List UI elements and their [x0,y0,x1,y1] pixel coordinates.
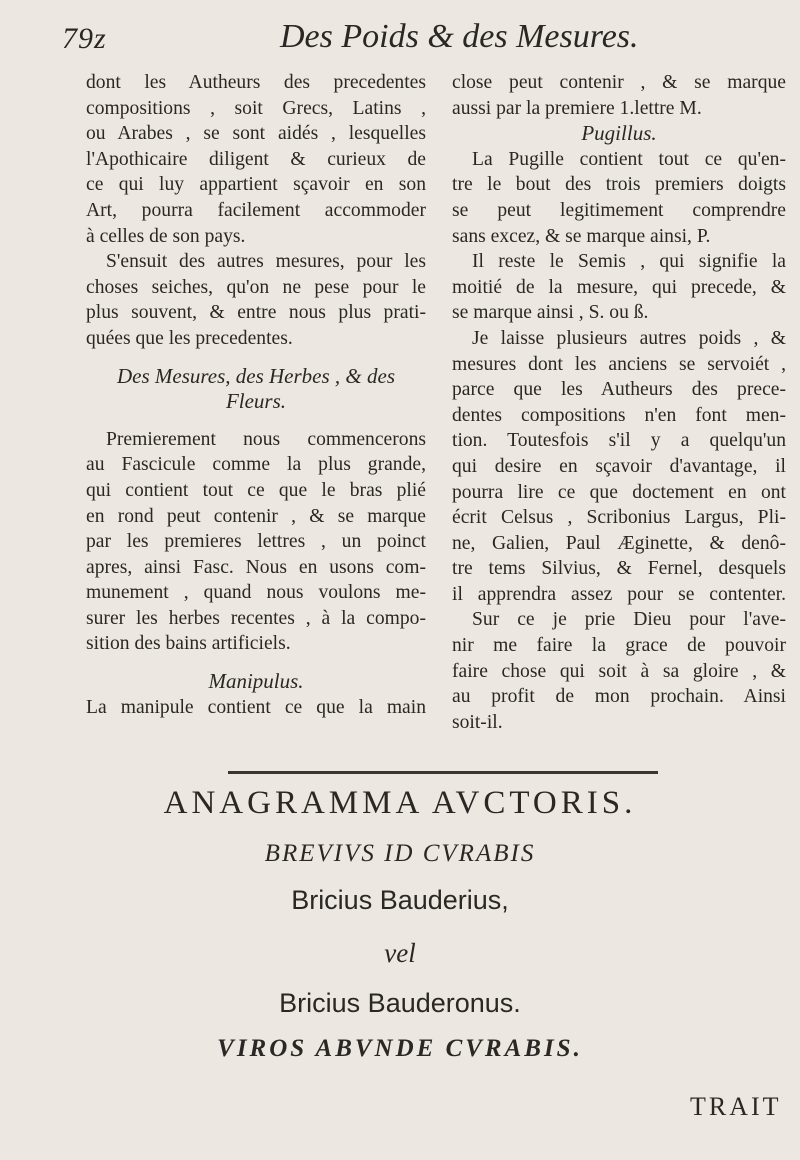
anagram-connector: vel [384,938,416,968]
text-line: tre le bout des trois premiers doigts [452,174,786,196]
text-line: pourra lire ce que doctement en ont [452,481,786,503]
section-heading: Des Mesures, des Herbes , & des [116,363,395,388]
text-line: tre tems Silvius, & Fernel, desquels [452,558,786,580]
text-line: dentes compositions n'en font men- [452,404,786,426]
text-line: se marque ainsi , S. ou ß. [452,302,649,324]
text-line: Il reste le Semis , qui signifie la [472,251,786,273]
text-line: close peut contenir , & se marque [452,72,786,93]
text-line: dont les Autheurs des precedentes [86,72,426,93]
text-line: ne, Galien, Paul Æginette, & denô- [452,532,786,554]
spacer [86,415,426,427]
text-line: se peut legitimement comprendre [452,199,786,221]
page-number: 79z [62,22,107,55]
text-line: Art, pourra facilement accommoder [86,199,426,221]
text-line: faire chose qui soit à sa gloire , & [452,660,786,682]
left-column [86,70,426,720]
anagram-motto: BREVIVS ID CVRABIS [264,840,536,867]
text-line: sans excez, & se marque ainsi, P. [452,225,711,247]
text-line: sition des bains artificiels. [86,633,291,655]
section-heading: Pugillus. [581,121,657,146]
text-line: quées que les precedentes. [86,327,293,349]
text-line: par les premieres lettres , un poinct [86,531,426,553]
text-line: plus souvent, & entre nous plus prati- [86,302,426,324]
text-line: La Pugille contient tout ce qu'en- [472,148,786,170]
text-line: Sur ce je prie Dieu pour l'ave- [472,609,786,631]
text-line: surer les herbes recentes , à la compo- [86,607,426,629]
text-line: aussi par la premiere 1.lettre M. [452,97,702,119]
spacer [86,352,426,364]
text-line: qui desire en sçavoir d'avantage, il [452,455,786,477]
text-line: soit-il. [452,711,503,733]
text-line: moitié de la mesure, qui precede, & [452,276,786,298]
section-heading: Manipulus. [208,669,304,694]
text-line: apres, ainsi Fasc. Nous en usons com- [86,556,426,578]
text-line: en rond peut contenir , & se marque [86,505,426,527]
section-heading: Fleurs. [225,389,287,414]
text-line: qui contient tout ce que le bras plié [86,479,426,501]
text-line: nir me faire la grace de pouvoir [452,635,786,657]
author-name-alt: Bricius Bauderonus. [279,988,521,1018]
text-line: au Fascicule comme la plus grande, [86,454,426,476]
text-line: S'ensuit des autres mesures, pour les [106,251,426,273]
text-line: ce qui luy appartient sçavoir en son [86,174,426,196]
anagram-motto-alt: VIROS ABVNDE CVRABIS. [217,1035,583,1062]
text-line: compositions , soit Grecs, Latins , [86,97,426,119]
section-divider [228,771,658,774]
text-line: La manipule contient ce que la main [86,696,426,718]
catchword: TRAIT [690,1092,782,1121]
right-column [452,70,786,735]
text-line: tion. Toutesfois s'il y a quelqu'un [452,430,786,452]
page-header [62,18,770,68]
text-line: parce que les Autheurs des prece- [452,379,786,401]
running-title: Des Poids & des Mesures. [280,18,639,55]
text-line: mesures dont les anciens se servoiét , [452,353,786,375]
text-line: ou Arabes , se sont aidés , lesquelles [86,123,426,145]
text-line: choses seiches, qu'on ne pese pour le [86,276,426,298]
text-line: Premierement nous commencerons [106,428,426,450]
text-line: il apprendra assez pour se contenter. [452,583,786,605]
anagram-title: ANAGRAMMA AVCTORIS. [163,785,637,821]
text-line: écrit Celsus , Scribonius Largus, Pli- [452,507,786,529]
text-line: munement , quand nous voulons me- [86,582,426,604]
text-line: Je laisse plusieurs autres poids , & [472,327,786,349]
spacer [86,657,426,669]
text-line: à celles de son pays. [86,225,246,247]
text-line: l'Apothicaire diligent & curieux de [86,148,426,170]
text-line: au profit de mon prochain. Ainsi [452,686,786,708]
author-name: Bricius Bauderius, [291,885,509,915]
